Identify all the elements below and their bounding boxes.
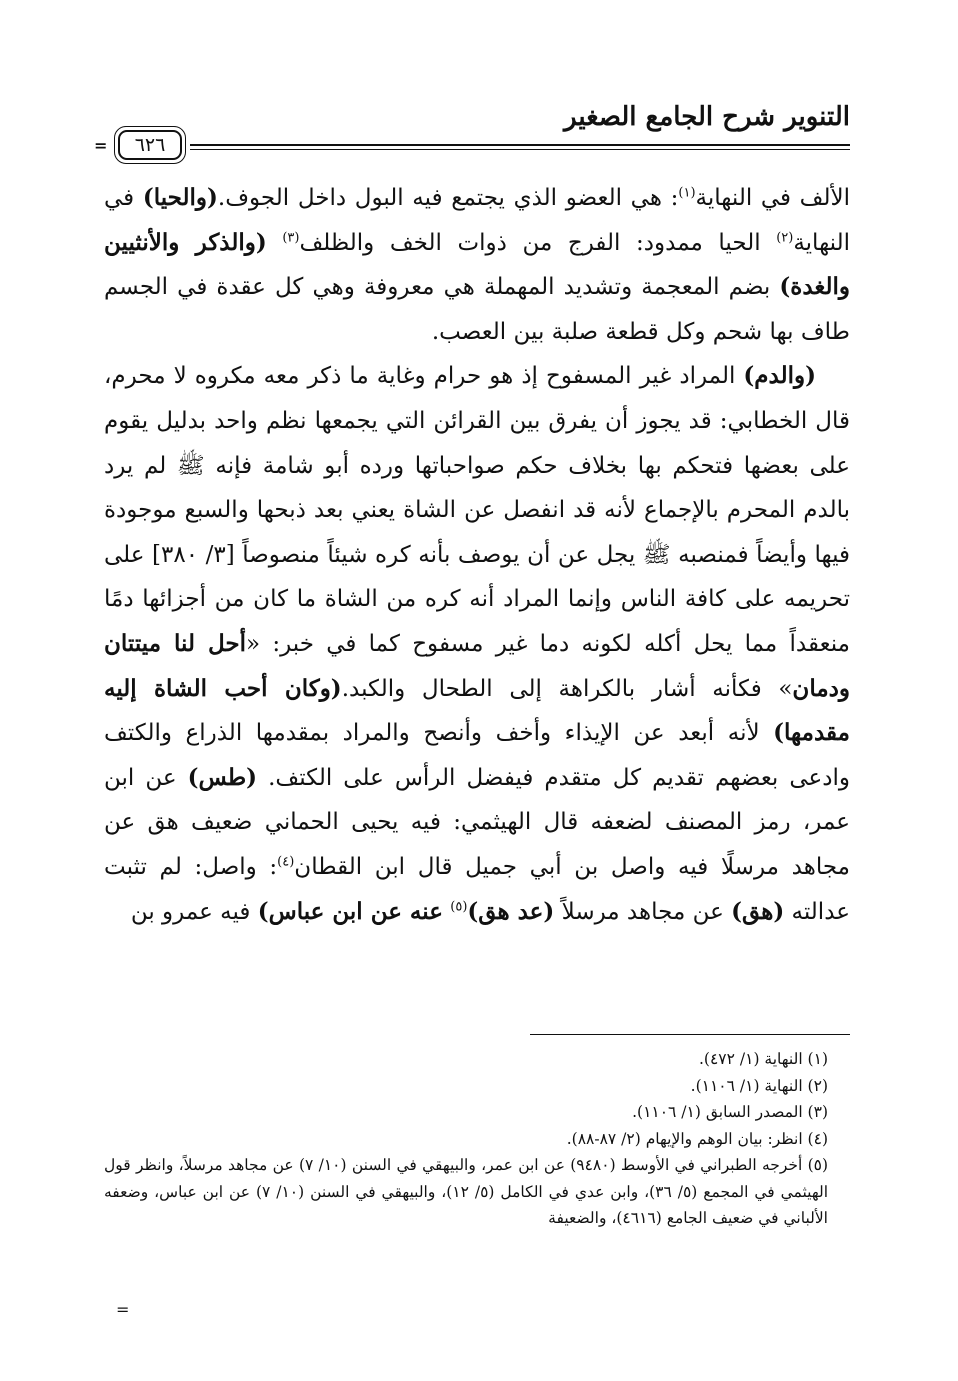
main-text — [104, 176, 850, 934]
footnote-ref-5: (٥) — [450, 898, 468, 914]
matn-phrase: عنه عن ابن عباس) — [257, 897, 443, 925]
source-code: (عد هق) — [467, 897, 555, 925]
matn-phrase: (وكان أحب الشاة إليه مقدمها) — [104, 674, 850, 747]
footnote-ref-3: (٣) — [282, 229, 300, 245]
text-run — [267, 230, 283, 256]
text-run: لأنه أبعد عن الإيذاء وأخف وأنصح والمراد بمقدمها الذراع والكتف وادعى بعضهم تقديم كل متقدم فيفضل الرأس على الكتف. — [104, 720, 851, 791]
matn-phrase: (والحيا) — [142, 184, 218, 211]
text-run: : هي العضو الذي يجتمع فيه البول داخل الجوف. — [217, 185, 679, 211]
text-run: عن ابن عمر، رمز المصنف لضعفه قال الهيثمي: فيه يحيى الحماني ضعيف هق عن مجاهد مرسلًا فيه واصل بن أبي جميل قال ابن القطان — [104, 764, 851, 880]
matn-phrase: (والذكر والأنثيين والغدة) — [104, 228, 850, 301]
matn-phrase: (والدم) — [743, 362, 816, 390]
footnote-1: (١) النهاية (١/ ٤٧٢). — [699, 1050, 828, 1068]
text-run: الألف في النهاية — [695, 185, 850, 211]
header-rule-thick — [190, 144, 850, 146]
footnote-3: (٣) المصدر السابق (١/ ١١٠٦). — [632, 1103, 828, 1121]
text-run: : واصل: لم تثبت عدالته — [104, 853, 850, 925]
footnote-ref-4: (٤) — [277, 854, 295, 870]
source-code: (هق) — [731, 897, 785, 925]
footnote-ref-1: (١) — [678, 185, 696, 201]
footnote-separator — [530, 1034, 850, 1035]
text-run: المراد غير المسفوح إذ هو حرام وغاية ما ذكر معه مكروه لا محرم، قال الخطابي: قد يجوز أن يفرق بين القرائن التي يجمعها نظم واحد بدليل يقوم على بعضها فتحكم بها بخلاف حكم صواحباتها ورده أبو شامة فإنه ﷺ لم يرد بالدم المحرم بالإجماع لأنه قد انفصل عن الشاة يعني بعد ذبحها والسبع موجودة فيها وأيضاً فمنصبه ﷺ يجل عن أن يوصف بأنه كره شيئاً منصوصاً [٣/ ٣٨٠] على تحريمه على كافة الناس وإنما المراد أنه كره من الشاة ما كان من أجزائها دمًا منعقداً مما يحل أكله لكونه دما غير مسفوح كما في خبر: « — [104, 363, 851, 657]
text-run: في النهاية — [104, 185, 851, 256]
footer-continuation-mark: = — [116, 1300, 130, 1319]
footnote-ref-2: (٢) — [776, 229, 794, 245]
footnotes — [104, 1046, 850, 1232]
text-run: فيه عمرو بن — [130, 898, 258, 925]
paragraph-1 — [104, 176, 850, 354]
hadith-quote: أحل لنا ميتتان ودمان — [104, 629, 850, 702]
page-number: ٦٢٦ — [118, 130, 182, 160]
source-code: (طس) — [187, 763, 258, 791]
running-title: التنوير شرح الجامع الصغير — [564, 102, 850, 132]
text-run: » فكأنه أشار بالكراهة إلى الطحال والكبد. — [341, 675, 793, 702]
paragraph-2 — [104, 354, 850, 934]
footnote-2: (٢) النهاية (١/ ١١٠٦). — [690, 1076, 828, 1095]
page-header — [94, 92, 850, 167]
footnote-5: (٥) أخرجه الطبراني في الأوسط (٩٤٨٠) عن ابن عمر، والبيهقي في السنن (١٠/ ٧) عن مجاهد مرسلاً، وانظر قول الهيثمي في المجمع (٥/ ٣٦)، وابن عدي في الكامل (٥/ ١٢)، والبيهقي في السنن (١٠/ ٧) عن ابن عباس، وضعفه الألباني في ضعيف الجامع (٤٦١٦)، والضعيفة — [104, 1156, 829, 1227]
header-rule-thin — [190, 149, 850, 150]
text-run: بضم المعجمة وتشديد المهملة هي معروفة وهي كل عقدة في الجسم طاف بها شحم وكل قطعة صلبة بين العصب. — [104, 274, 850, 345]
text-run: الحيا ممدود: الفرج من ذوات الخف والظلف — [299, 229, 777, 256]
footnote-4: (٤) انظر: بيان الوهم والإيهام (٢/ ٨٧-٨٨). — [566, 1129, 828, 1148]
text-run: عن مجاهد مرسلاً — [554, 898, 732, 925]
header-continuation-mark: = — [94, 136, 108, 155]
